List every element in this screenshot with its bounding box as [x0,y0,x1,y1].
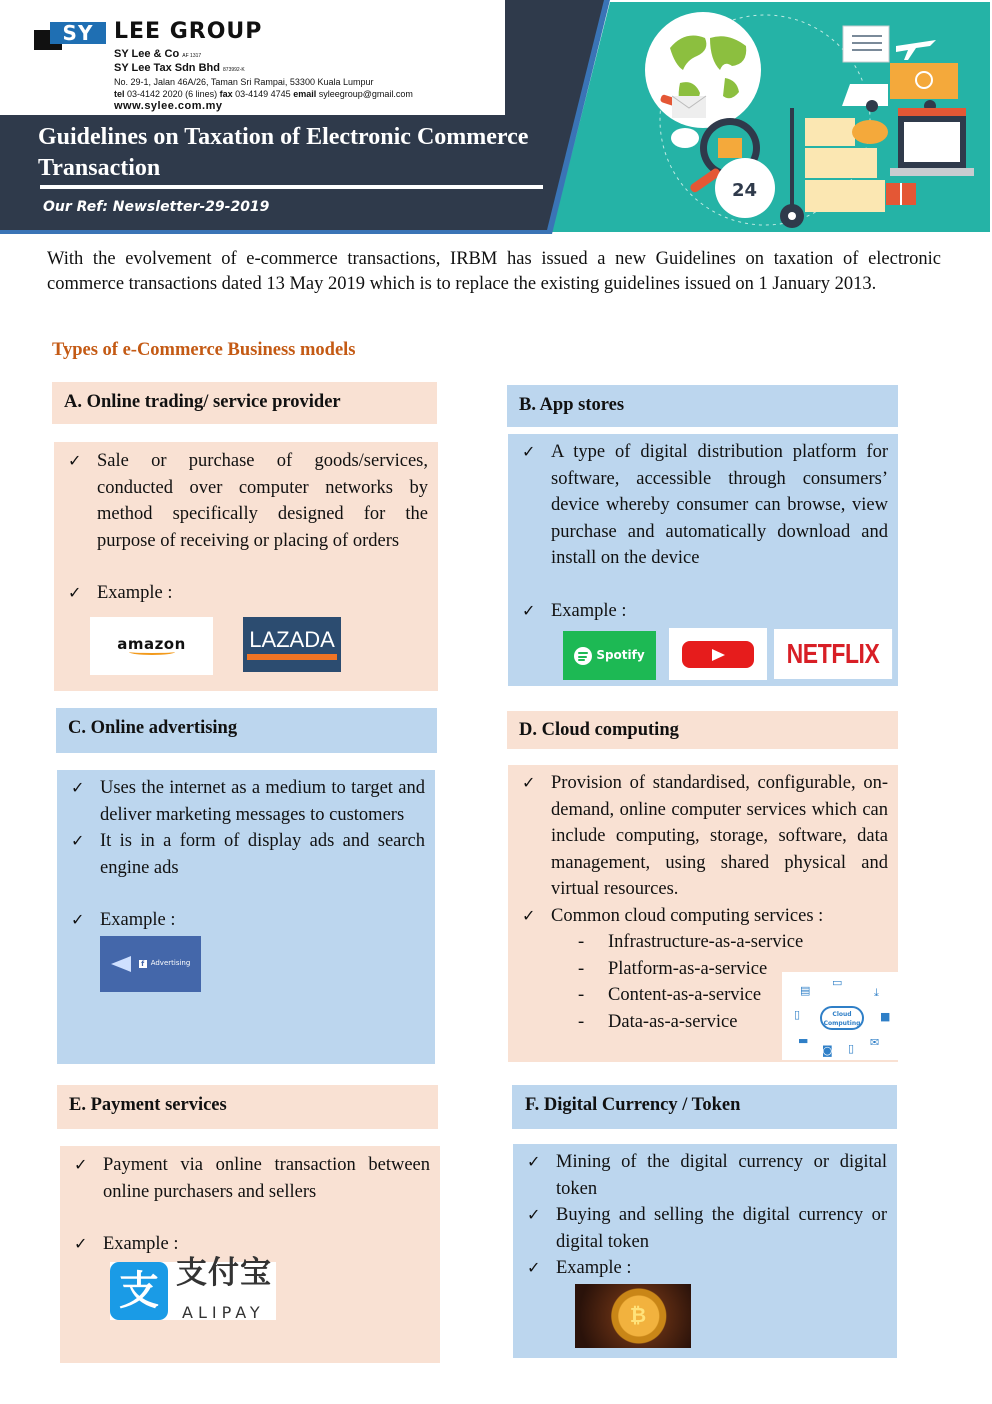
model-a-body [54,442,438,691]
model-f-title: F. Digital Currency / Token [525,1095,741,1115]
amazon-smile-icon [129,649,175,655]
model-a-item [64,448,428,554]
company-details [114,48,413,112]
model-e-body [60,1146,440,1363]
item-text: Provision of standardised, configurable, on-demand, online computer services which can include computing, storage, software, data management, using shared physical and virtual resources. [551,773,888,899]
check-icon: ✓ [522,905,536,925]
delivery-truck-icon [842,84,888,106]
section-title: Types of e-Commerce Business models [52,340,356,360]
model-c-heading [56,708,437,753]
clock-24-label: 24 [732,180,758,201]
netflix-logo: NETFLIX [774,629,892,679]
header-bottom-line [0,230,550,234]
shop-awning [898,108,966,116]
check-icon: ✓ [71,831,85,850]
truck-cargo [890,63,958,99]
item-text: A type of digital distribution platform for software, accessible through consumers’ device whereby consumer can browse, view purchase and automatically download and install on the device [551,442,888,568]
company-1: SY Lee & Co [114,48,180,60]
company-logo [34,22,106,52]
alipay-chinese-name: 支付宝 [176,1254,272,1291]
monitor-icon: ▭ [832,976,843,989]
chat-bubble-icon [852,120,888,144]
youtube-logo [669,628,767,680]
item-text: It is in a form of display ads and search engine ads [100,831,425,878]
megaphone-icon [111,954,135,974]
model-d-item [518,903,888,930]
cloud-icon: Cloud Computing [820,1006,864,1030]
lazada-bar [247,654,337,660]
check-icon: ✓ [522,600,536,620]
model-f-heading [512,1085,897,1129]
example-label: Example : [551,600,627,621]
logo-sy-mark: SY [50,22,106,44]
package-box-1 [805,118,855,146]
tel-label: tel [114,89,125,99]
mouse-icon [671,128,699,148]
model-b-example-logos [518,626,888,686]
model-b-heading [507,385,898,427]
lazada-logo [243,617,341,672]
model-e-example-logos [70,1254,430,1322]
fax-label: fax [219,89,233,99]
example-label: Example : [103,1234,179,1254]
model-b-example [518,598,888,625]
model-a-example [64,580,428,607]
model-f-item [523,1202,887,1255]
model-c-item [67,828,425,881]
model-f-item [523,1149,887,1202]
check-icon: ✓ [522,773,536,792]
item-text: Sale or purchase of goods/services, conducted over computer networks by method specifically designed for the purpose of receiving or placing of orders [97,451,428,551]
check-icon: ✓ [522,442,536,461]
document-icon: ▤ [800,984,811,997]
camera-icon: ◙ [822,1044,833,1057]
check-icon: ✓ [71,910,85,929]
example-label: Example : [100,910,176,930]
check-icon: ✓ [527,1258,541,1277]
fax-value: 03-4149 4745 [235,89,291,99]
company-letterhead [0,0,505,115]
company-address: No. 29-1, Jalan 46A/26, Taman Sri Rampai, 53300 Kuala Lumpur [114,77,374,87]
item-text: Uses the internet as a medium to target and deliver marketing messages to customers [100,778,425,825]
item-text: Mining of the digital currency or digital token [556,1152,887,1199]
spotify-wordmark: Spotify [596,648,645,663]
model-c-body [57,770,435,1064]
intro-paragraph: With the evolvement of e-commerce transactions, IRBM has issued a new Guidelines on taxation of electronic commerce transactions dated 13 May 2019 which is to replace the existing guidelines issued on 1 January 2013. [47,249,941,294]
model-f-example [523,1255,887,1282]
ecommerce-illustration [600,8,980,228]
email-link[interactable]: syleegroup@gmail.com [318,89,413,99]
spotify-icon [574,647,592,665]
title-underline [40,185,543,189]
company-name: LEE GROUP [114,19,263,44]
model-f-body [513,1144,897,1358]
model-e-heading [57,1085,438,1129]
check-icon: ✓ [68,583,82,602]
example-label: Example : [97,583,173,603]
service-label: Content-as-a-service [608,985,762,1005]
check-icon: ✓ [68,451,82,470]
lazada-wordmark: LAZADA [249,626,335,652]
facebook-advertising-logo [100,936,201,992]
check-icon: ✓ [527,1205,541,1224]
check-icon: ✓ [74,1155,88,1174]
youtube-play-icon [682,641,754,668]
check-icon: ✓ [527,1152,541,1171]
model-e-example [70,1231,430,1258]
tablet-icon: ▯ [794,1008,801,1021]
item-text: Common cloud computing services : [551,905,824,926]
model-c-title: C. Online advertising [68,718,238,738]
alipay-icon: 支 [110,1262,168,1320]
model-d-item [518,770,888,903]
newsletter-header [0,0,992,234]
example-label: Example : [556,1258,632,1278]
amazon-wordmark: amazon [117,634,186,653]
email-label: email [293,89,317,99]
company-1-reg: AF 1317 [182,53,202,59]
model-b-body [508,434,898,686]
model-a-example-logos [64,613,428,673]
dash-bullet: - [578,958,585,979]
package-box-3 [805,180,885,212]
item-text: Payment via online transaction between online purchasers and sellers [103,1155,430,1202]
website-link[interactable]: www.sylee.com.my [114,100,223,112]
box-in-magnifier [718,138,742,158]
company-2-reg: 873992-K [223,67,245,73]
item-text: Buying and selling the digital currency or digital token [556,1205,887,1252]
advertising-label: Advertising [150,959,191,968]
dash-bullet: - [578,932,585,952]
service-label: Platform-as-a-service [608,958,768,979]
service-label: Infrastructure-as-a-service [608,932,804,952]
bitcoin-image [575,1284,691,1348]
model-e-title: E. Payment services [69,1095,227,1115]
model-c-example [67,907,425,934]
model-c-item [67,775,425,828]
dash-bullet: - [578,985,585,1005]
model-e-item [70,1152,430,1205]
chat-icon: ▬ [798,1034,809,1047]
alipay-english-name: ALIPAY [182,1302,265,1322]
newsletter-reference: Our Ref: Newsletter-29-2019 [43,199,270,215]
model-f-example-logos [523,1284,887,1344]
cloud-computing-image [782,972,898,1060]
package-box-2 [805,148,877,178]
lock-icon: ■ [880,1010,891,1023]
tel-value: 03-4142 2020 (6 lines) [127,89,218,99]
model-b-title: B. App stores [519,395,625,415]
bitcoin-symbol-icon: ₿ [629,1303,647,1328]
company-2: SY Lee Tax Sdn Bhd [114,62,220,74]
mail-icon: ✉ [870,1036,880,1049]
amazon-logo [90,617,213,675]
alipay-logo [110,1254,276,1322]
model-c-example-logos [67,934,425,994]
phone-icon: ▯ [848,1042,855,1055]
airplane-icon [896,40,936,60]
spotify-logo [563,631,656,680]
newsletter-title: Guidelines on Taxation of Electronic Commerce Transaction [38,124,529,181]
dash-bullet: - [578,1011,585,1032]
service-label: Data-as-a-service [608,1011,738,1032]
model-b-item [518,439,888,572]
model-a-heading [52,382,437,424]
check-icon: ✓ [71,778,85,797]
model-d-heading [507,711,898,749]
model-a-title: A. Online trading/ service provider [64,392,341,412]
download-icon: ⤓ [874,986,879,999]
hand-truck-frame [790,108,794,216]
model-d-title: D. Cloud computing [519,720,679,740]
service-item [518,929,888,956]
facebook-icon: f [139,960,147,968]
check-icon: ✓ [74,1234,88,1253]
